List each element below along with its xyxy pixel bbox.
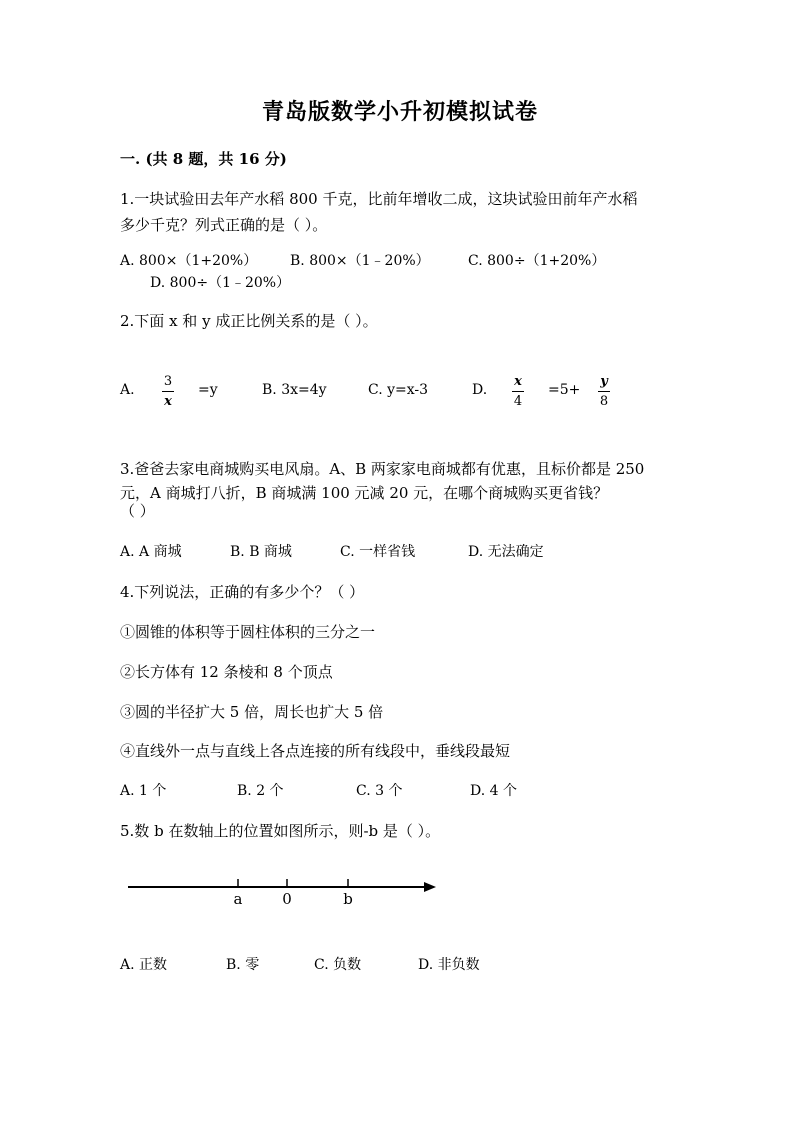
fraction-denominator: 4 [513,394,523,409]
question-4-statement-3: ③圆的半径扩大 5 倍，周长也扩大 5 倍 [120,703,384,721]
question-3-option-d: D. 无法确定 [468,544,544,560]
fraction-denominator: x [164,394,172,409]
question-5-option-c: C. 负数 [314,957,362,973]
fraction-numerator: 3 [163,374,173,389]
number-line-figure [120,870,450,910]
question-2-option-d-mid: =5+ [548,382,581,398]
question-4-option-b: B. 2 个 [237,783,284,799]
question-4-text: 4.下列说法，正确的有多少个？（ ） [120,583,365,601]
question-1-option-b: B. 800×（1﹣20%） [290,253,430,269]
question-3-option-b: B. B 商城 [230,544,292,560]
question-1-line-2: 多少千克？列式正确的是（ ）。 [120,216,328,234]
question-1-option-c: C. 800÷（1+20%） [468,253,606,269]
question-5-text: 5.数 b 在数轴上的位置如图所示，则-b 是（ ）。 [120,822,441,840]
question-4-statement-4: ④直线外一点与直线上各点连接的所有线段中，垂线段最短 [120,742,511,760]
fraction-numerator: y [600,374,608,389]
fraction-denominator: 8 [599,394,609,409]
question-3-option-a: A. A 商城 [120,544,182,560]
fraction-bar [598,391,610,392]
question-2-option-d-fraction-2 [598,374,610,409]
question-4-statement-2: ②长方体有 12 条棱和 8 个顶点 [120,663,333,681]
question-4-option-a: A. 1 个 [120,783,167,799]
question-5-option-d: D. 非负数 [418,957,480,973]
question-1-line-1: 1.一块试验田去年产水稻 800 千克，比前年增收二成，这块试验田前年产水稻 [120,190,638,208]
number-line-arrow [424,882,436,892]
section-heading: 一. (共 8 题，共 16 分) [120,150,287,168]
question-2-option-a-fraction [162,374,174,409]
question-3-option-c: C. 一样省钱 [340,544,416,560]
axis-label-a: a [233,890,243,908]
question-4-option-d: D. 4 个 [470,783,517,799]
question-2-text: 2.下面 x 和 y 成正比例关系的是（ ）。 [120,312,378,330]
question-2-option-b: B. 3x=4y [262,382,327,398]
question-1-option-d: D. 800÷（1﹣20%） [150,275,291,291]
fraction-bar [512,391,524,392]
question-2-option-d-fraction-1 [512,374,524,409]
question-2-option-d-label: D. [472,382,488,398]
question-2-option-a-tail: =y [198,382,218,398]
fraction-bar [162,391,174,392]
question-3-line-1: 3.爸爸去家电商城购买电风扇。A、B 两家家电商城都有优惠，且标价都是 250 [120,460,645,478]
page-title: 青岛版数学小升初模拟试卷 [261,99,538,125]
axis-label-zero: 0 [282,890,292,908]
fraction-numerator: x [514,374,522,389]
question-4-option-c: C. 3 个 [356,783,403,799]
question-5-option-b: B. 零 [226,957,260,973]
question-3-line-2: 元，A 商城打八折，B 商城满 100 元减 20 元，在哪个商城购买更省钱？ [120,484,609,502]
question-3-line-3: （ ） [120,502,155,520]
question-2-option-a-label: A. [120,382,135,398]
question-1-option-a: A. 800×（1+20%） [120,253,258,269]
question-2-option-c: C. y=x-3 [368,382,429,398]
axis-label-b: b [343,890,353,908]
question-5-option-a: A. 正数 [120,957,168,973]
question-4-statement-1: ①圆锥的体积等于圆柱体积的三分之一 [120,623,376,641]
